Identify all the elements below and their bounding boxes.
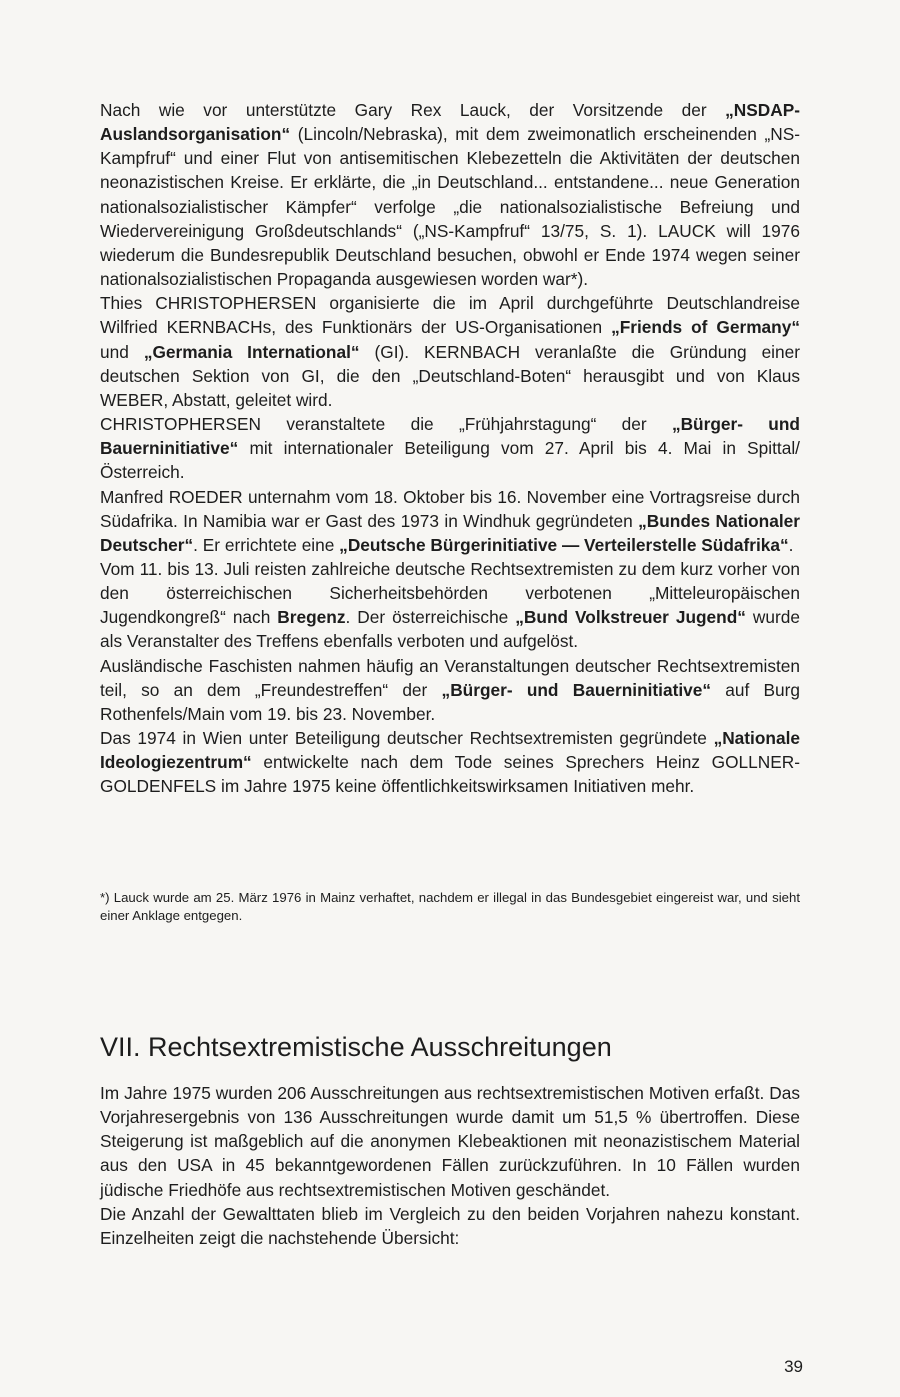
bold-place-name: Bregenz: [277, 607, 346, 628]
paragraph-lauck: [100, 98, 800, 291]
text-run: (Lincoln/Nebraska), mit dem zweimonatlich erscheinenden „NS-Kampfruf“ und einer Flut von antisemitischen Klebezetteln die Aktivitäten der deutschen neonazistischen Kreise. Er erklärte, die „in Deutschland... entstandene... neue Generation nationalsozialistischer Kämpfer“ verfolge „die nationalsozialistische Befreiung und Wiedervereinigung Großdeutschlands“ („NS-Kampfruf“ 13/75, S. 1). LAUCK will 1976 wiederum die Bundesrepublik Deutschland besuchen, obwohl er Ende 1974 wegen seiner nationalsozialistischen Propaganda ausgewiesen worden war*).: [100, 124, 800, 290]
text-run: CHRISTOPHERSEN veranstaltete die „Frühjahrstagung“ der: [100, 414, 672, 435]
text-run: Vom 11. bis 13. Juli reisten zahlreiche deutsche Rechtsextremisten zu dem kurz vorher von den österreichischen Sicherheitsbehörden verbotenen „Mitteleuropäischen Jugendkongreß“ nach: [100, 558, 800, 628]
bold-organisation-name: „Germania International“: [143, 341, 360, 362]
bold-organisation-name: „Deutsche Bürgerinitiative — Verteilerstelle Südafrika“: [339, 534, 789, 555]
paragraph-bregenz: [100, 557, 800, 654]
text-run: Das 1974 in Wien unter Beteiligung deutscher Rechtsextremisten gegründete: [100, 728, 714, 749]
bold-organisation-name: „Bund Volkstreuer Jugend“: [515, 607, 746, 628]
page-number: 39: [784, 1357, 803, 1376]
text-run: auf Burg Rothenfels/Main vom 19. bis 23. November.: [100, 679, 801, 724]
section-text: [100, 1081, 800, 1250]
text-run: mit internationaler Beteiligung vom 27. April bis 4. Mai in Spittal/Österreich.: [100, 438, 800, 483]
bold-organisation-name: „Bundes Nationaler Deutscher“: [100, 510, 800, 555]
text-run: . Der österreichische: [345, 607, 516, 628]
paragraph-ausschreitungen: Im Jahre 1975 wurden 206 Ausschreitungen aus rechtsextremistischen Motiven erfaßt. Das Vorjahresergebnis von 136 Ausschreitungen wurde damit um 51,5 % übertroffen. Diese Steigerung ist maßgeblich auf die anonymen Klebeaktionen mit neonazistischem Material aus den USA in 45 bekanntgewordenen Fällen zurückzuführen. In 10 Fällen wurden jüdische Friedhöfe aus rechtsextremistischen Motiven geschändet.: [100, 1083, 800, 1200]
bold-organisation-name: „NSDAP-Auslandsorganisation“: [100, 100, 800, 145]
paragraph-fruehjahrstagung: [100, 412, 800, 484]
text-run: . Er errichtete eine: [193, 534, 340, 555]
bold-organisation-name: „Bürger- und Bauerninitiative“: [100, 414, 800, 459]
bold-organisation-name: „Bürger- und Bauerninitiative“: [441, 679, 712, 700]
footnote-text: *) Lauck wurde am 25. März 1976 in Mainz verhaftet, nachdem er illegal in das Bundesgebiet eingereist war, und sieht einer Anklage entgegen.: [100, 890, 800, 923]
paragraph-christophersen: [100, 291, 800, 412]
text-run: wurde als Veranstalter des Treffens ebenfalls verboten und aufgelöst.: [100, 607, 800, 652]
footnote: [100, 889, 800, 925]
text-run: und: [100, 341, 144, 362]
text-run: Manfred ROEDER unternahm vom 18. Oktober bis 16. November eine Vortragsreise durch Südafrika. In Namibia war er Gast des 1973 in Windhuk gegründeten: [100, 486, 800, 531]
bold-organisation-name: „Nationale Ideologiezentrum“: [100, 728, 800, 773]
main-text: [100, 98, 800, 799]
text-run: (GI). KERNBACH veranlaßte die Gründung einer deutschen Sektion von GI, die den „Deutschland-Boten“ herausgibt und von Klaus WEBER, Abstatt, geleitet wird.: [100, 341, 800, 410]
text-run: .: [788, 534, 794, 555]
text-run: Thies CHRISTOPHERSEN organisierte die im April durchgeführte Deutschlandreise Wilfried KERNBACHs, des Funktionärs der US-Organisationen: [100, 293, 800, 338]
paragraph-ideologiezentrum: [100, 726, 800, 798]
text-run: Nach wie vor unterstützte Gary Rex Lauck, der Vorsitzende der: [100, 100, 726, 120]
paragraph-roeder: [100, 485, 800, 557]
paragraph-gewalttaten: Die Anzahl der Gewalttaten blieb im Vergleich zu den beiden Vorjahren nahezu konstant. Einzelheiten zeigt die nachstehende Übersicht:: [100, 1203, 800, 1248]
section-heading: VII. Rechtsextremistische Ausschreitungen: [100, 1032, 612, 1062]
paragraph-auslaendische-faschisten: [100, 654, 800, 726]
text-run: entwickelte nach dem Tode seines Sprechers Heinz GOLLNER-GOLDENFELS im Jahre 1975 keine öffentlichkeitswirksamen Initiativen mehr.: [100, 752, 800, 797]
text-run: Ausländische Faschisten nahmen häufig an Veranstaltungen deutscher Rechtsextremisten teil, so an dem „Freundestreffen“ der: [100, 655, 800, 700]
bold-organisation-name: „Friends of Germany“: [611, 317, 800, 338]
